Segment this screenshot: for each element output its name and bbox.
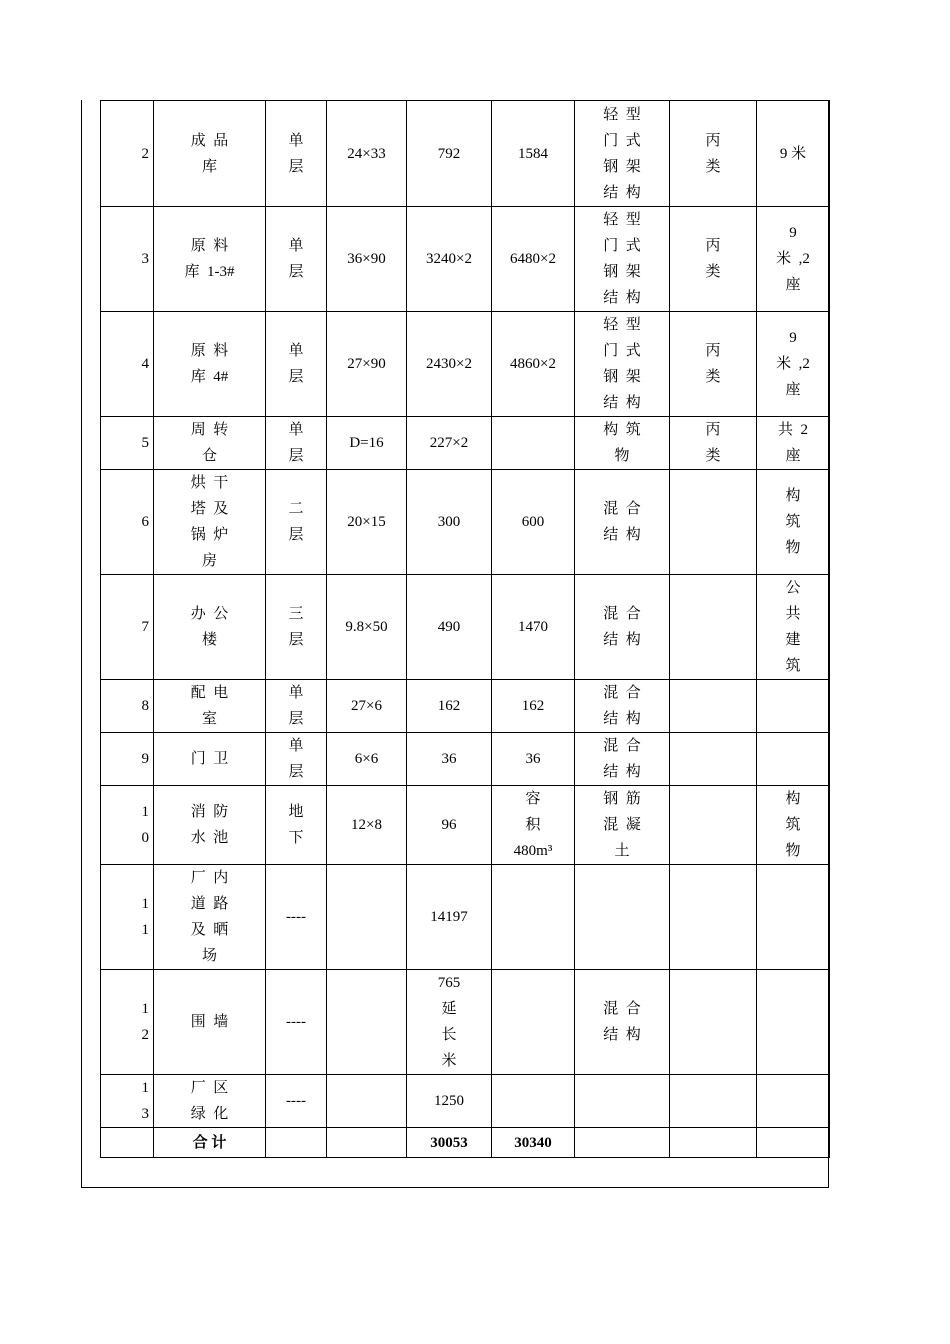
note-cell <box>757 101 830 207</box>
dimensions-cell-text: 20×15 <box>347 514 386 530</box>
row-number-cell <box>101 865 154 970</box>
floors-cell-text: 单 层 <box>288 343 304 385</box>
building-name-cell-text: 原 料 库 4# <box>190 343 229 385</box>
fire-class-cell <box>670 417 757 470</box>
floors-cell-text: 二 层 <box>288 501 304 543</box>
dimensions-cell-text: 27×90 <box>347 356 386 372</box>
building-area-cell <box>492 207 575 312</box>
note-cell-text: 9 米 <box>779 145 807 162</box>
table-body <box>101 101 830 1158</box>
dimensions-cell <box>327 470 407 575</box>
floor-area-cell <box>407 207 492 312</box>
note-cell <box>757 575 830 680</box>
floors-cell-text: ---- <box>286 909 306 925</box>
dimensions-cell-text: 6×6 <box>354 751 379 767</box>
row-number-cell-text: 4 <box>141 356 149 372</box>
floors-cell-text: ---- <box>286 1093 306 1109</box>
row-number-cell <box>101 470 154 575</box>
dimensions-cell <box>327 575 407 680</box>
structure-cell <box>575 1075 670 1128</box>
building-area-cell <box>492 733 575 786</box>
structure-cell <box>575 1128 670 1158</box>
building-name-cell-text: 厂 区 绿 化 <box>190 1080 229 1122</box>
building-name-cell-text: 围 墙 <box>190 1014 229 1030</box>
total-floor-area-cell: 30053 <box>407 1128 492 1158</box>
floor-area-cell-text: 162 <box>437 698 461 714</box>
table-row <box>101 733 830 786</box>
building-name-cell-text: 周 转 仓 <box>190 422 229 464</box>
building-table <box>100 100 830 1158</box>
floors-cell-text: 单 层 <box>288 422 304 464</box>
floors-cell <box>266 207 327 312</box>
table-row <box>101 970 830 1075</box>
row-number-cell-text: 1 3 <box>141 1080 149 1122</box>
dimensions-cell <box>327 1128 407 1158</box>
dimensions-cell-text: 27×6 <box>351 698 382 714</box>
row-number-cell-text: 9 <box>141 751 149 767</box>
building-name-cell-text: 厂 内 道 路 及 晒 场 <box>190 870 229 964</box>
note-cell <box>757 417 830 470</box>
building-name-cell <box>154 786 266 865</box>
floors-cell <box>266 417 327 470</box>
building-name-cell <box>154 101 266 207</box>
structure-cell <box>575 970 670 1075</box>
note-cell-text: 公 共 建 筑 <box>785 580 801 674</box>
structure-cell <box>575 680 670 733</box>
floor-area-cell-text: 792 <box>437 145 461 162</box>
dimensions-cell-text: 36×90 <box>347 251 386 267</box>
floor-area-cell-text: 3240×2 <box>426 251 472 267</box>
building-area-cell <box>492 417 575 470</box>
table-row <box>101 575 830 680</box>
building-area-cell <box>492 680 575 733</box>
dimensions-cell <box>327 680 407 733</box>
row-number-cell-text: 7 <box>141 619 149 635</box>
floors-cell <box>266 101 327 207</box>
structure-cell-text: 轻 型 门 式 钢 架 结 构 <box>603 106 641 201</box>
dimensions-cell-text: 12×8 <box>351 817 382 833</box>
note-cell-text: 构 筑 物 <box>785 791 801 859</box>
building-name-cell-text: 成 品 库 <box>190 132 229 175</box>
fire-class-cell <box>670 786 757 865</box>
floor-area-cell <box>407 575 492 680</box>
building-name-cell <box>154 575 266 680</box>
floors-cell <box>266 1128 327 1158</box>
row-number-cell-text: 3 <box>141 251 149 267</box>
floors-cell-text: 单 层 <box>288 685 304 727</box>
row-number-cell-text: 6 <box>141 514 149 530</box>
note-cell <box>757 786 830 865</box>
table-row <box>101 312 830 417</box>
dimensions-cell <box>327 417 407 470</box>
structure-cell <box>575 786 670 865</box>
structure-cell <box>575 312 670 417</box>
floor-area-cell <box>407 470 492 575</box>
table-row <box>101 470 830 575</box>
table-row <box>101 417 830 470</box>
building-name-cell-text: 配 电 室 <box>190 685 229 727</box>
building-area-cell-text: 容 积 480m³ <box>513 791 553 859</box>
floors-cell <box>266 680 327 733</box>
building-area-cell-text: 600 <box>521 514 545 530</box>
structure-cell <box>575 575 670 680</box>
structure-cell <box>575 733 670 786</box>
floors-cell-text: ---- <box>286 1014 306 1030</box>
building-area-cell <box>492 786 575 865</box>
floor-area-cell-text: 14197 <box>430 909 468 925</box>
row-number-cell-text: 1 0 <box>141 804 149 846</box>
fire-class-cell <box>670 865 757 970</box>
note-cell <box>757 733 830 786</box>
structure-cell-text: 构 筑 物 <box>603 422 641 464</box>
fire-class-cell <box>670 207 757 312</box>
row-number-cell-text: 1 2 <box>141 1001 149 1043</box>
fire-class-cell <box>670 101 757 207</box>
note-cell <box>757 970 830 1075</box>
fire-class-cell <box>670 312 757 417</box>
floor-area-cell-text: 765 延 长 米 <box>437 975 461 1069</box>
building-name-cell <box>154 970 266 1075</box>
row-number-cell <box>101 312 154 417</box>
building-area-cell-text: 1470 <box>518 619 548 635</box>
dimensions-cell-text: D=16 <box>349 435 384 451</box>
floor-area-cell-text: 490 <box>437 619 461 635</box>
building-area-cell <box>492 865 575 970</box>
row-number-cell <box>101 970 154 1075</box>
row-number-cell <box>101 101 154 207</box>
floor-area-cell <box>407 680 492 733</box>
floors-cell <box>266 865 327 970</box>
building-name-cell <box>154 865 266 970</box>
structure-cell-text: 混 合 结 构 <box>603 738 641 780</box>
floors-cell <box>266 575 327 680</box>
total-row <box>101 1128 830 1158</box>
floor-area-cell <box>407 733 492 786</box>
building-name-cell <box>154 680 266 733</box>
note-cell <box>757 470 830 575</box>
dimensions-cell <box>327 970 407 1075</box>
fire-class-cell <box>670 970 757 1075</box>
row-number-cell <box>101 1075 154 1128</box>
floor-area-cell-text: 96 <box>441 817 457 833</box>
structure-cell-text: 轻 型 门 式 钢 架 结 构 <box>603 317 641 411</box>
building-area-cell <box>492 575 575 680</box>
floors-cell <box>266 733 327 786</box>
floors-cell <box>266 312 327 417</box>
floors-cell <box>266 786 327 865</box>
total-building-area-cell: 30340 <box>492 1128 575 1158</box>
dimensions-cell <box>327 101 407 207</box>
structure-cell <box>575 417 670 470</box>
building-name-cell <box>154 312 266 417</box>
building-area-cell <box>492 312 575 417</box>
building-name-cell-text: 门 卫 <box>190 751 229 767</box>
dimensions-cell-text: 24×33 <box>347 145 386 162</box>
floor-area-cell-text: 1250 <box>434 1093 464 1109</box>
dimensions-cell-text: 9.8×50 <box>345 619 388 635</box>
note-cell <box>757 1128 830 1158</box>
dimensions-cell <box>327 207 407 312</box>
structure-cell <box>575 101 670 207</box>
building-name-cell-text: 烘 干 塔 及 锅 炉 房 <box>190 475 229 569</box>
structure-cell-text: 混 合 结 构 <box>603 501 641 543</box>
fire-class-cell-text: 丙 类 <box>705 422 721 464</box>
building-area-cell <box>492 101 575 207</box>
structure-cell <box>575 865 670 970</box>
floor-area-cell <box>407 786 492 865</box>
total-label-cell: 合 计 <box>154 1128 266 1158</box>
note-cell <box>757 312 830 417</box>
building-name-cell-text: 消 防 水 池 <box>190 804 229 846</box>
structure-cell <box>575 470 670 575</box>
building-area-cell <box>492 470 575 575</box>
structure-cell-text: 钢 筋 混 凝 土 <box>603 791 641 859</box>
note-cell <box>757 865 830 970</box>
floors-cell-text: 三 层 <box>288 606 304 648</box>
building-area-cell-text: 162 <box>521 698 545 714</box>
building-name-cell-text: 办 公 楼 <box>190 606 229 648</box>
row-number-cell <box>101 207 154 312</box>
fire-class-cell-text: 丙 类 <box>705 132 721 175</box>
table-row <box>101 786 830 865</box>
building-area-cell-text: 36 <box>525 751 541 767</box>
row-number-cell <box>101 417 154 470</box>
fire-class-cell <box>670 470 757 575</box>
floors-cell <box>266 470 327 575</box>
floors-cell-text: 地 下 <box>288 804 304 846</box>
row-number-cell <box>101 680 154 733</box>
building-area-cell-text: 1584 <box>518 145 548 162</box>
dimensions-cell <box>327 1075 407 1128</box>
table-row <box>101 1075 830 1128</box>
row-number-cell <box>101 1128 154 1158</box>
fire-class-cell <box>670 680 757 733</box>
floors-cell <box>266 970 327 1075</box>
note-cell-text: 9 米 ,2 座 <box>776 225 810 293</box>
fire-class-cell-text: 丙 类 <box>705 343 721 385</box>
building-name-cell <box>154 470 266 575</box>
note-cell-text: 共 2 座 <box>777 422 808 464</box>
note-cell <box>757 1075 830 1128</box>
row-number-cell-text: 5 <box>141 435 149 451</box>
building-name-cell-text: 原 料 库 1-3# <box>184 238 235 280</box>
dimensions-cell <box>327 865 407 970</box>
floor-area-cell <box>407 865 492 970</box>
building-name-cell <box>154 1075 266 1128</box>
structure-cell-text: 混 合 结 构 <box>603 685 641 727</box>
fire-class-cell-text: 丙 类 <box>705 238 721 280</box>
row-number-cell-text: 2 <box>141 145 149 162</box>
fire-class-cell <box>670 1128 757 1158</box>
building-area-cell-text: 4860×2 <box>510 356 556 372</box>
table-row <box>101 101 830 207</box>
floor-area-cell <box>407 417 492 470</box>
floors-cell-text: 单 层 <box>288 738 304 780</box>
floor-area-cell-text: 227×2 <box>429 435 469 451</box>
structure-cell-text: 轻 型 门 式 钢 架 结 构 <box>603 212 641 306</box>
building-name-cell <box>154 417 266 470</box>
dimensions-cell <box>327 786 407 865</box>
building-area-cell-text: 6480×2 <box>510 251 556 267</box>
note-cell <box>757 680 830 733</box>
row-number-cell <box>101 733 154 786</box>
dimensions-cell <box>327 312 407 417</box>
structure-cell-text: 混 合 结 构 <box>603 606 641 648</box>
fire-class-cell <box>670 733 757 786</box>
floors-cell <box>266 1075 327 1128</box>
building-name-cell <box>154 733 266 786</box>
table-row <box>101 680 830 733</box>
row-number-cell <box>101 575 154 680</box>
building-area-cell <box>492 970 575 1075</box>
structure-cell-text: 混 合 结 构 <box>603 1001 641 1043</box>
floor-area-cell-text: 2430×2 <box>426 356 472 372</box>
note-cell-text: 9 米 ,2 座 <box>776 330 810 398</box>
note-cell-text: 构 筑 物 <box>785 488 801 556</box>
floor-area-cell <box>407 1075 492 1128</box>
fire-class-cell <box>670 1075 757 1128</box>
table-row <box>101 865 830 970</box>
row-number-cell-text: 8 <box>141 698 149 714</box>
building-name-cell <box>154 207 266 312</box>
table-row <box>101 207 830 312</box>
note-cell <box>757 207 830 312</box>
row-number-cell-text: 1 1 <box>141 896 149 938</box>
floor-area-cell <box>407 312 492 417</box>
floor-area-cell <box>407 970 492 1075</box>
floor-area-cell-text: 36 <box>441 751 457 767</box>
floor-area-cell-text: 300 <box>437 514 461 530</box>
dimensions-cell <box>327 733 407 786</box>
floors-cell-text: 单 层 <box>288 238 304 280</box>
fire-class-cell <box>670 575 757 680</box>
row-number-cell <box>101 786 154 865</box>
structure-cell <box>575 207 670 312</box>
building-area-cell <box>492 1075 575 1128</box>
floor-area-cell <box>407 101 492 207</box>
floors-cell-text: 单 层 <box>288 132 304 175</box>
